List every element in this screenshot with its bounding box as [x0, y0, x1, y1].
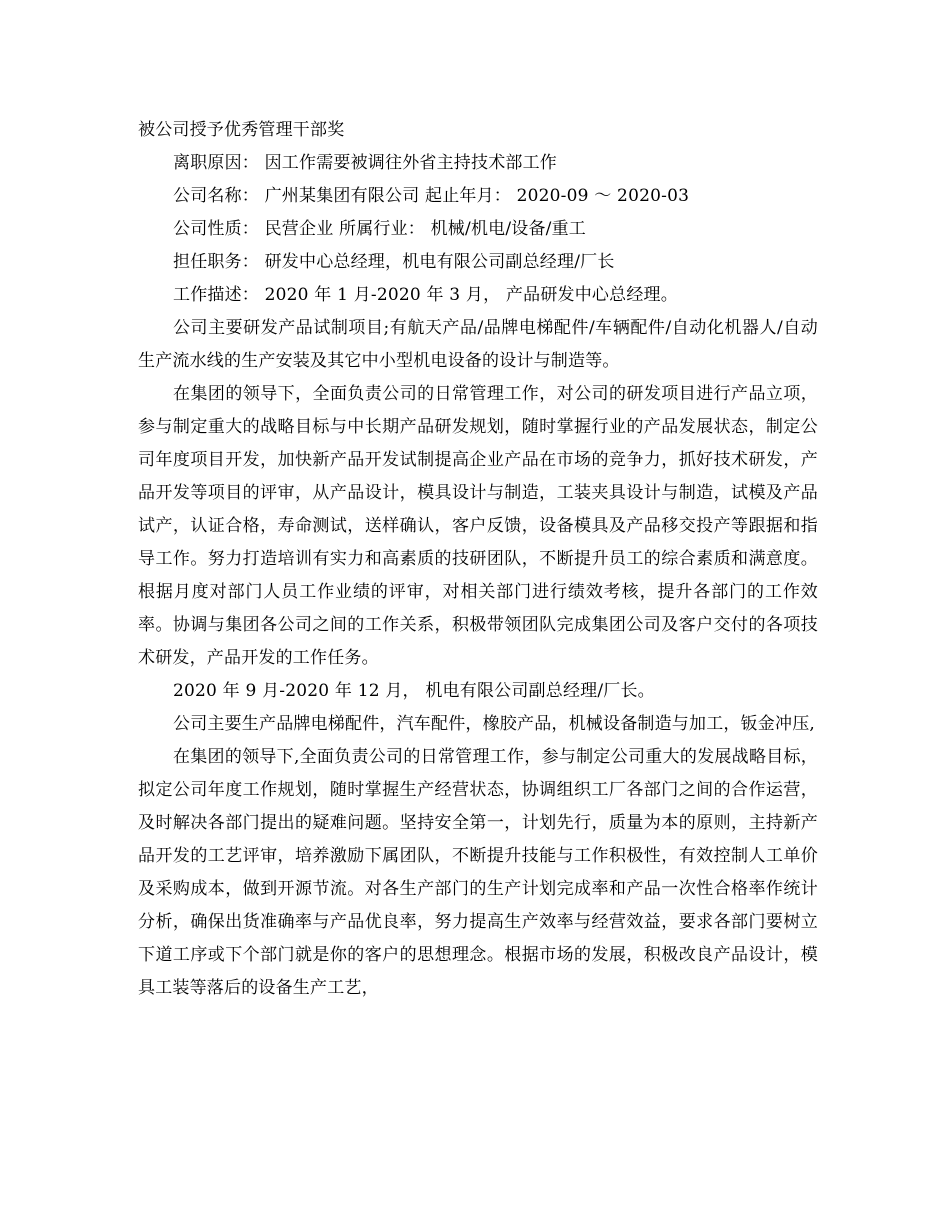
position-line: 担任职务： 研发中心总经理，机电有限公司副总经理/厂长: [173, 252, 615, 272]
paragraph-products-2: 公司主要生产品牌电梯配件，汽车配件，橡胶产品，机械设备制造与加工，钣金冲压,: [173, 714, 816, 734]
leave-reason-line: 离职原因： 因工作需要被调往外省主持技术部工作: [173, 153, 558, 173]
paragraph-period-2: 2020 年 9 月-2020 年 12 月， 机电有限公司副总经理/厂长。: [173, 681, 655, 701]
company-nature-line: 公司性质： 民营企业 所属行业： 机械/机电/设备/重工: [173, 219, 586, 239]
paragraph-duties-2: 在集团的领导下,全面负责公司的日常管理工作，参与制定公司重大的发展战略目标，拟定公司年度工作规划，随时掌握生产经营状态，协调组织工厂各部门之间的合作运营，及时解决各部门提出的疑难问题。坚持安全第一，计划先行，质量为本的原则，主持新产品开发的工艺评审，培养激励下属团队，不断提升技能与工作积极性，有效控制人工单价及采购成本，做到开源节流。对各生产部门的生产计划完成率和产品一次性合格率作统计分析，确保出货准确率与产品优良率，努力提高生产效率与经营效益，要求各部门要树立下道工序或下个部门就是你的客户的思想理念。根据市场的发展，积极改良产品设计，模具工装等落后的设备生产工艺，: [138, 747, 818, 998]
job-description-line: 工作描述： 2020 年 1 月-2020 年 3 月， 产品研发中心总经理。: [173, 285, 678, 305]
document-body: [138, 114, 818, 1005]
company-name-line: 公司名称： 广州某集团有限公司 起止年月： 2020-09 ～ 2020-03: [173, 186, 690, 206]
paragraph-rd-products: 公司主要研发产品试制项目;有航天产品/品牌电梯配件/车辆配件/自动化机器人/自动生产流水线的生产安装及其它中小型机电设备的设计与制造等。: [138, 318, 818, 371]
paragraph-rd-duties: 在集团的领导下，全面负责公司的日常管理工作，对公司的研发项目进行产品立项，参与制定重大的战略目标与中长期产品研发规划，随时掌握行业的产品发展状态，制定公司年度项目开发，加快新产品开发试制提高企业产品在市场的竞争力，抓好技术研发，产品开发等项目的评审，从产品设计，模具设计与制造，工装夹具设计与制造，试模及产品试产，认证合格，寿命测试，送样确认，客户反馈，设备模具及产品移交投产等跟据和指导工作。努力打造培训有实力和高素质的技研团队，不断提升员工的综合素质和满意度。根据月度对部门人员工作业绩的评审，对相关部门进行绩效考核，提升各部门的工作效率。协调与集团各公司之间的工作关系，积极带领团队完成集团公司及客户交付的各项技术研发，产品开发的工作任务。: [138, 384, 818, 668]
award-line: 被公司授予优秀管理干部奖: [138, 120, 345, 140]
